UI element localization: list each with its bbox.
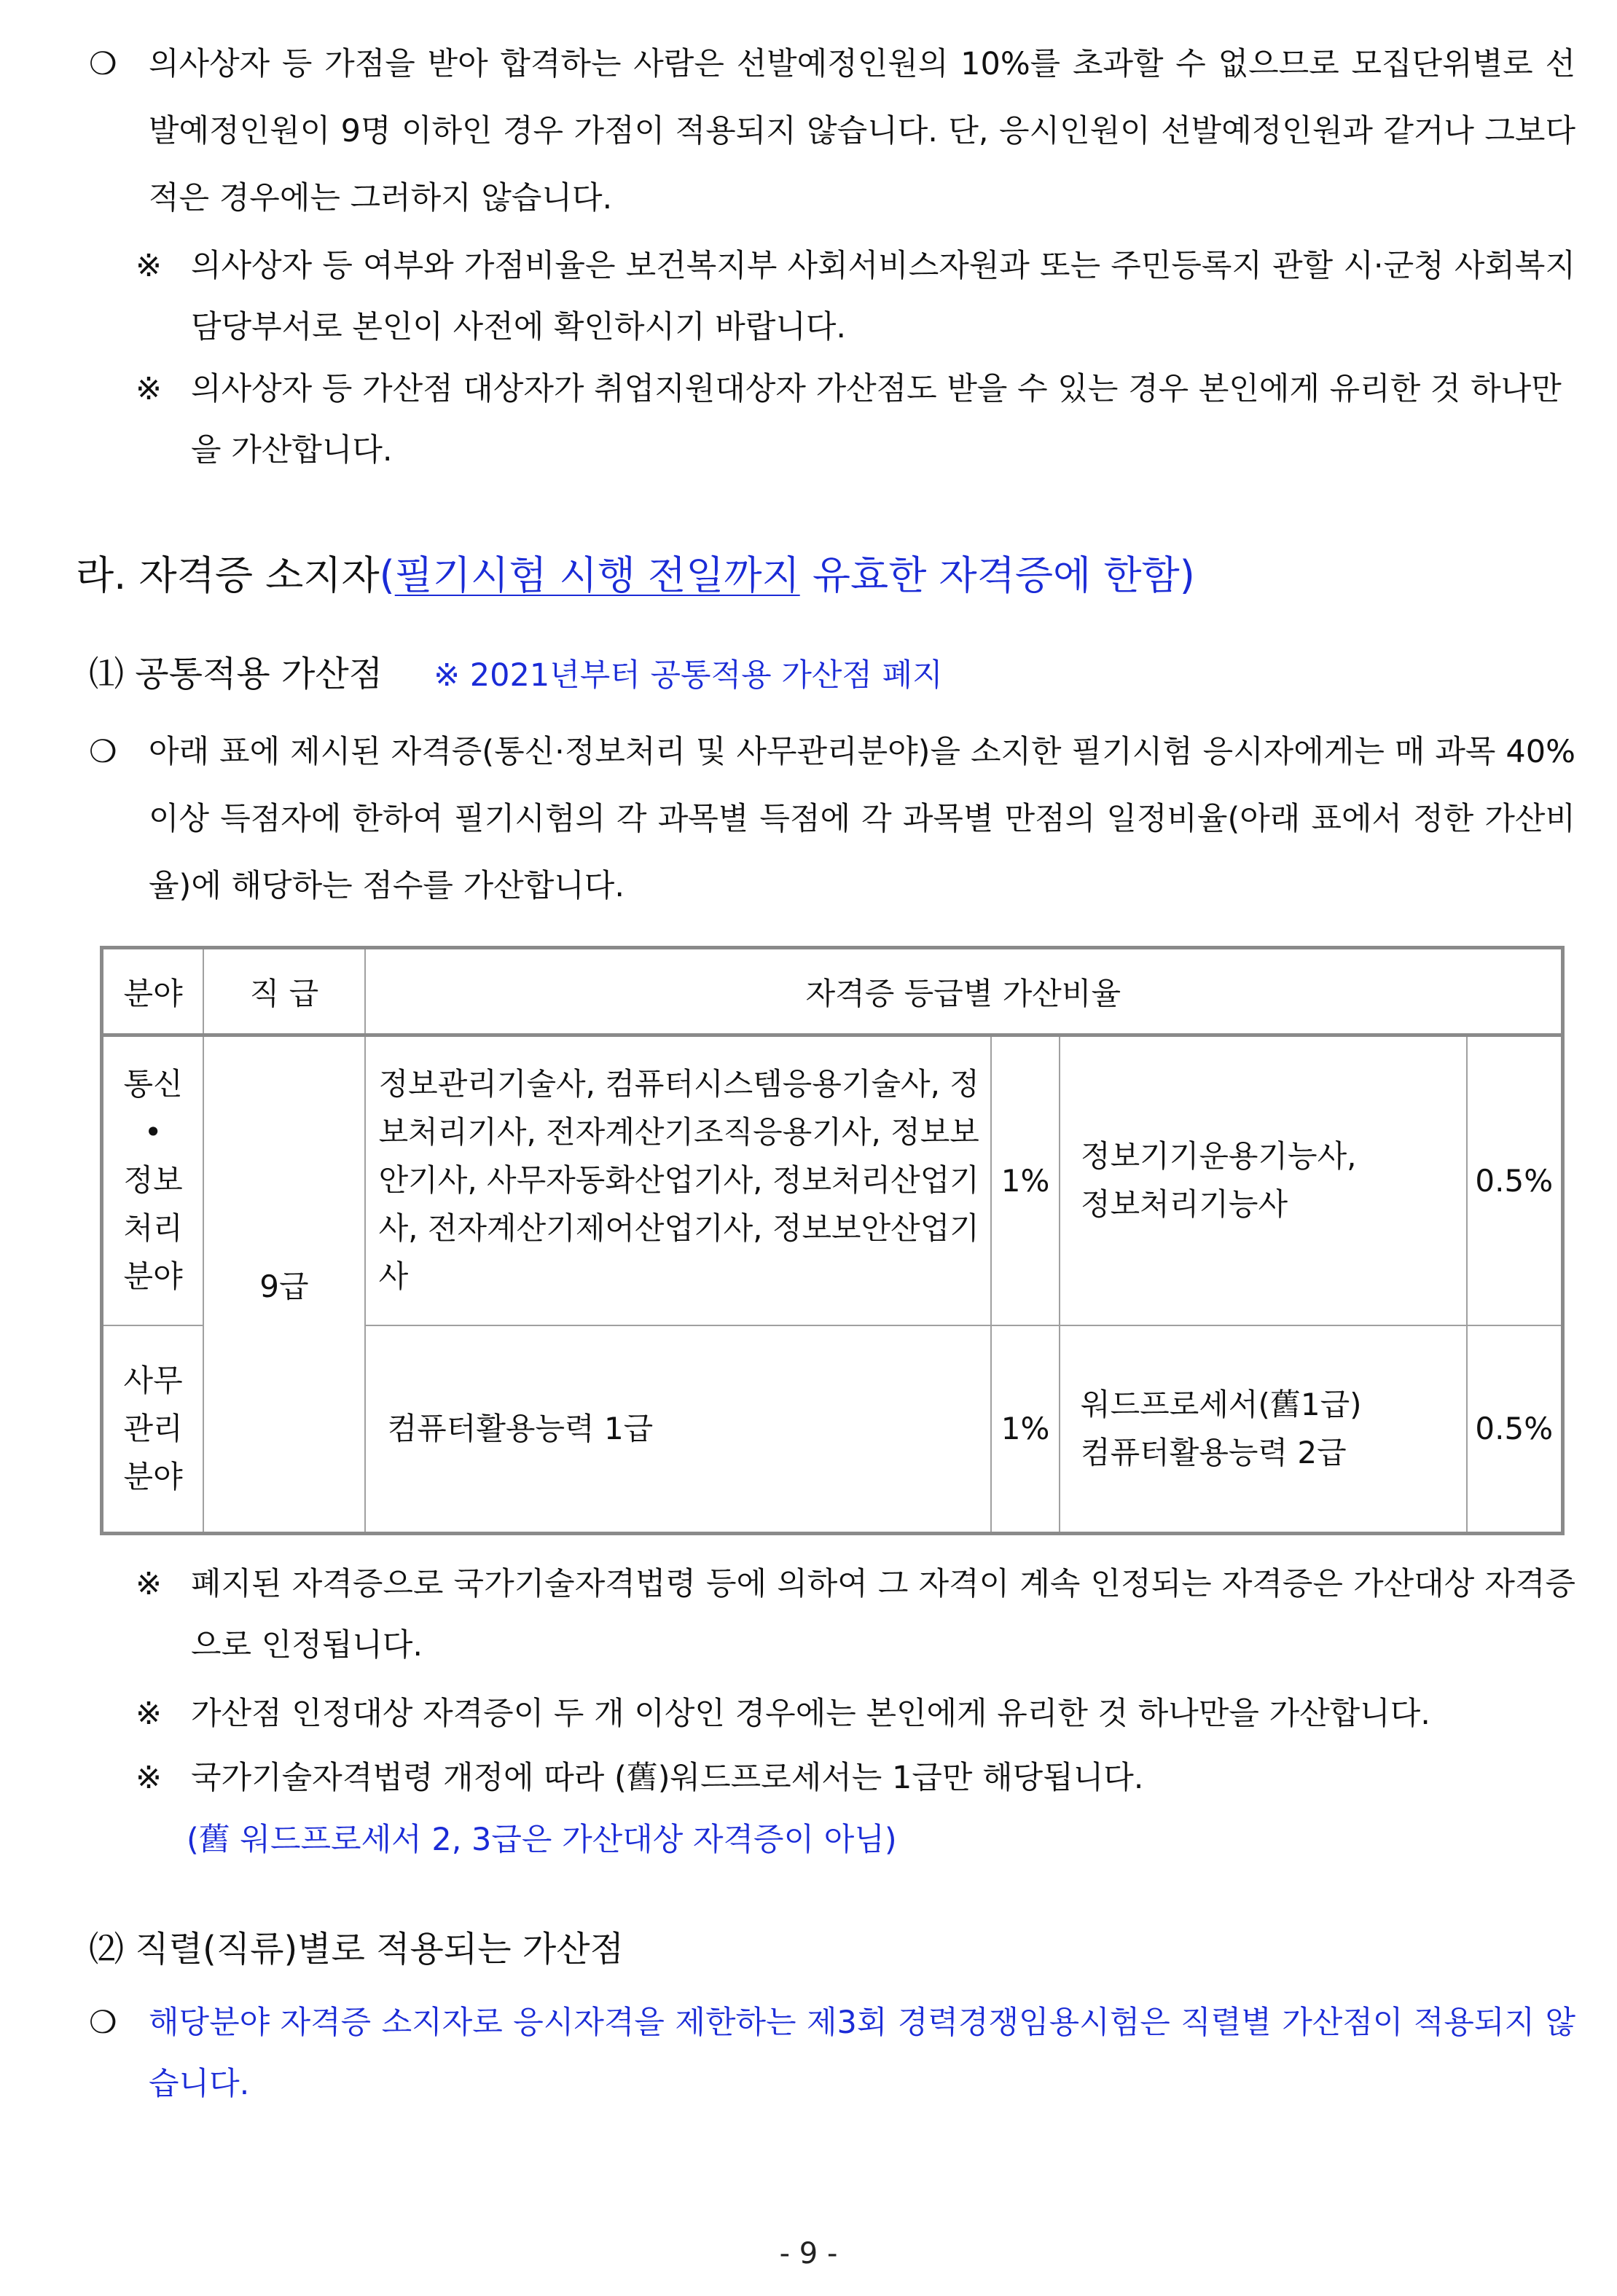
field-line: • [144,1114,163,1151]
heading-prefix: 라. 자격증 소지자 [76,552,380,598]
circle-bullet-icon: ❍ [89,46,117,82]
subheading-title: ⑴ 공통적용 가산점 [89,654,383,694]
pct-b-cell: 0.5% [1467,1035,1563,1325]
note-text: 의사상자 등 여부와 가점비율은 보건복지부 사회서비스자원과 또는 주민등록지 관할 시·군청 사회복지 담당부서로 본인이 사전에 확인하시기 바랍니다. [191,248,1575,345]
reference-mark-icon: ※ [136,371,163,407]
heading-underlined: 필기시험 시행 전일까지 [394,552,800,598]
note-text: 가산점 인정대상 자격증이 두 개 이상인 경우에는 본인에게 유리한 것 하나만을 가산합니다. [191,1696,1430,1732]
bullet-text: 해당분야 자격증 소지자로 응시자격을 제한하는 제3회 경력경쟁임용시험은 직렬별 가산점이 적용되지 않습니다. [149,2005,1575,2102]
field-cell [102,1325,204,1534]
field-line: 사무 [123,1362,183,1398]
abolished-note: ※ 2021년부터 공통적용 가산점 폐지 [434,657,943,694]
field-line: 정보 [123,1162,183,1199]
heading-open-paren: ( [379,552,395,598]
word-processor-clarification: (舊 워드프로세서 2, 3급은 가산대상 자격증이 아님) [187,1822,897,1858]
certificate-bonus-table [100,946,1565,1535]
heading-rest: 유효한 자격증에 한함) [799,552,1195,598]
header-field: 분야 [102,948,204,1035]
field-line: 처리 [123,1210,183,1247]
field-line: 분야 [123,1258,183,1295]
reference-mark-icon: ※ [136,1696,163,1732]
header-grade: 직 급 [203,948,364,1035]
certs-b-cell [1060,1325,1467,1534]
note-word-processor [136,1747,1575,1809]
pct-a-cell: 1% [991,1325,1060,1534]
certs-a-cell: 정보관리기술사, 컴퓨터시스템응용기술사, 정보처리기사, 전자계산기조직응용기사, 정보보안기사, 사무자동화산업기사, 정보처리산업기사, 전자계산기제어산업기사, 정보보안산업기사 [365,1035,992,1325]
page-number: - 9 - [779,2237,838,2270]
subheading-series-bonus [89,1924,624,1975]
header-ratio: 자격증 등급별 가산비율 [365,948,1563,1035]
cert-line: 정보처리기능사 [1081,1186,1288,1223]
cert-line: 컴퓨터활용능력 2급 [1081,1434,1347,1470]
table-row [102,1035,1563,1325]
bullet-paragraph-certs [89,718,1575,920]
cert-line: 정보기기운용기능사, [1081,1138,1357,1175]
note-text: 폐지된 자격증으로 국가기술자격법령 등에 의하여 그 자격이 계속 인정되는 자격증은 가산대상 자격증으로 인정됩니다. [191,1566,1575,1664]
note-abolished-certs [136,1553,1575,1676]
pct-a-cell: 1% [991,1035,1060,1325]
section-heading-certificates [76,546,1195,605]
subheading-title: ⑵ 직렬(직류)별로 적용되는 가산점 [89,1929,625,1970]
subheading-common-bonus [89,649,943,701]
note-text: 의사상자 등 가산점 대상자가 취업지원대상자 가산점도 받을 수 있는 경우 본인에게 유리한 것 하나만을 가산합니다. [191,371,1562,469]
bullet-paragraph-limit [89,31,1575,232]
pct-b-cell: 0.5% [1467,1325,1563,1534]
note-multiple-certs [136,1683,1575,1744]
bullet-text: 의사상자 등 가점을 받아 합격하는 사람은 선발예정인원의 10%를 초과할 수 없으므로 모집단위별로 선발예정인원이 9명 이하인 경우 가점이 적용되지 않습니다. 단, 응시인원이 선발예정인원과 같거나 그보다 적은 경우에는 그러하지 않습니다. [149,46,1575,216]
bullet-text: 아래 표에 제시된 자격증(통신·정보처리 및 사무관리분야)을 소지한 필기시험 응시자에게는 매 과목 40% 이상 득점자에 한하여 필기시험의 각 과목별 득점에 각 과목별 만점의 일정비율(아래 표에서 정한 가산비율)에 해당하는 점수를 가산합니다. [149,734,1575,904]
grade-cell: 9급 [203,1035,364,1534]
reference-mark-icon: ※ [136,248,163,284]
table-header-row [102,948,1563,1035]
certs-b-cell [1060,1035,1467,1325]
field-line: 통신 [123,1066,183,1102]
reference-mark-icon: ※ [136,1760,163,1796]
certs-a-cell: 컴퓨터활용능력 1급 [365,1325,992,1534]
note-favorable-one [136,358,1575,481]
cert-line: 워드프로세서(舊1급) [1081,1386,1362,1422]
reference-mark-icon: ※ [136,1566,163,1602]
note-check-eligibility [136,235,1575,358]
circle-bullet-icon: ❍ [89,2005,117,2041]
bullet-paragraph-series [89,1992,1575,2115]
note-text: 국가기술자격법령 개정에 따라 (舊)워드프로세서는 1급만 해당됩니다. [191,1760,1144,1796]
circle-bullet-icon: ❍ [89,734,117,770]
field-cell [102,1035,204,1325]
field-line: 분야 [123,1458,183,1494]
field-line: 관리 [123,1410,183,1446]
